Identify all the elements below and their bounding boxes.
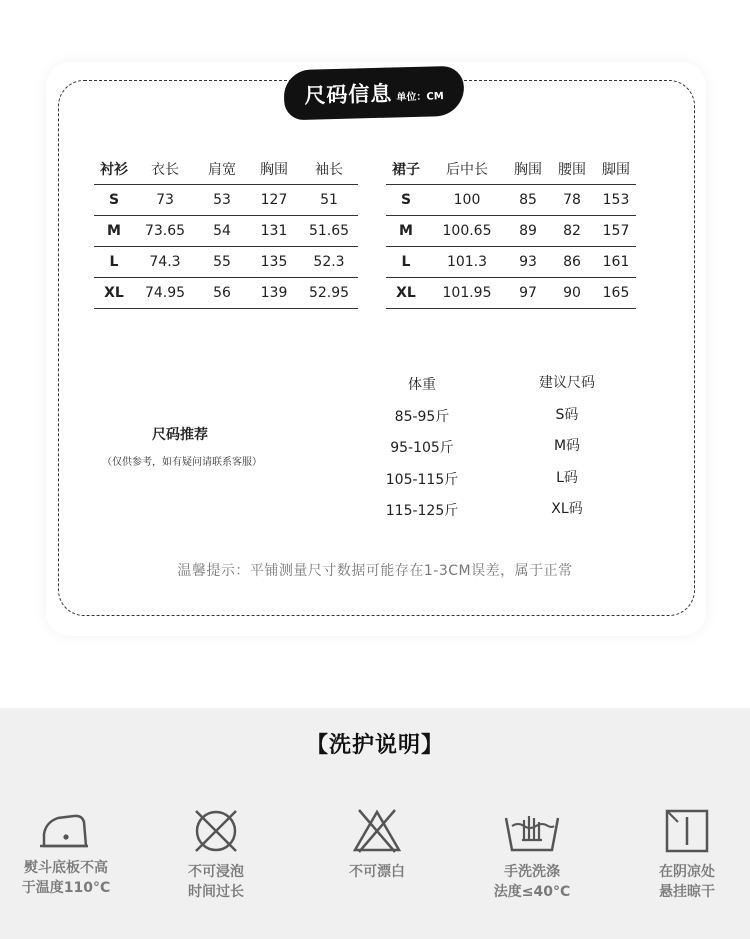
weight-header: 体重: [408, 377, 436, 393]
table-cell: 56: [196, 278, 248, 309]
suggested-size-value: S码: [555, 406, 579, 423]
care-label-line: 于温度110°C: [21, 880, 111, 896]
page-title: 尺码信息: [304, 81, 393, 108]
table-header-cell: 裙子: [386, 154, 426, 185]
table-cell: 73.65: [134, 216, 196, 247]
table-cell: L: [94, 247, 134, 278]
table-cell: 101.95: [426, 278, 508, 309]
table-cell: 53: [196, 185, 248, 216]
table-header-cell: 后中长: [426, 154, 508, 185]
table-cell: 73: [134, 185, 196, 216]
hand-wash-icon: [502, 806, 562, 856]
iron-icon: [38, 806, 94, 852]
table-cell: 55: [196, 247, 248, 278]
table-cell: L: [386, 247, 426, 278]
table-row: [386, 247, 636, 278]
table-header-row: [386, 154, 636, 185]
table-cell: M: [386, 216, 426, 247]
table-row: [94, 247, 358, 278]
care-item-hang-dry: [627, 806, 747, 902]
table-header-cell: 肩宽: [196, 154, 248, 185]
table-cell: 139: [248, 278, 300, 309]
table-cell: 157: [596, 216, 636, 247]
table-cell: 78: [548, 185, 596, 216]
table-header-cell: 腰围: [548, 154, 596, 185]
skirt-size-table: [386, 154, 636, 309]
care-label: [6, 858, 126, 898]
no-soak-icon: [188, 806, 244, 856]
weight-value: 85-95斤: [394, 408, 450, 425]
title-badge: [283, 66, 464, 121]
table-header-cell: 脚围: [596, 154, 636, 185]
care-item-no-bleach: [317, 806, 437, 882]
table-cell: 135: [248, 247, 300, 278]
shirt-size-table: [94, 154, 358, 309]
table-cell: 127: [248, 185, 300, 216]
care-label-line: 悬挂晾干: [659, 884, 715, 900]
table-cell: 74.3: [134, 247, 196, 278]
table-row: [386, 216, 636, 247]
table-cell: 165: [596, 278, 636, 309]
table-cell: 93: [508, 247, 548, 278]
table-cell: S: [386, 185, 426, 216]
table-cell: 54: [196, 216, 248, 247]
care-section: [0, 708, 750, 939]
table-cell: 100: [426, 185, 508, 216]
table-cell: 51: [300, 185, 358, 216]
care-label: [317, 862, 437, 882]
table-cell: S: [94, 185, 134, 216]
care-label-line: 不可浸泡: [188, 864, 244, 880]
no-bleach-icon: [349, 806, 405, 856]
care-label-line: 不可漂白: [349, 864, 405, 880]
table-row: [94, 278, 358, 309]
table-cell: 161: [596, 247, 636, 278]
table-cell: XL: [94, 278, 134, 309]
care-label-line: 熨斗底板不高: [24, 860, 108, 876]
table-cell: 86: [548, 247, 596, 278]
table-cell: 101.3: [426, 247, 508, 278]
care-label-line: 时间过长: [188, 884, 244, 900]
unit-label: 单位：CM: [396, 90, 444, 103]
table-row: [94, 185, 358, 216]
size-recommendation-note: （仅供参考，如有疑问请联系客服）: [102, 457, 262, 468]
table-cell: 100.65: [426, 216, 508, 247]
table-header-row: [94, 154, 358, 185]
care-label: [472, 862, 592, 902]
table-row: [94, 216, 358, 247]
weight-column: [372, 370, 472, 528]
weight-value: 115-125斤: [385, 503, 459, 519]
suggested-size-value: XL码: [551, 501, 583, 517]
care-label: [156, 862, 276, 902]
table-header-cell: 衬衫: [94, 154, 134, 185]
suggested-size-value: M码: [553, 438, 581, 454]
table-cell: 153: [596, 185, 636, 216]
table-cell: 51.65: [300, 216, 358, 247]
care-item-iron: [6, 806, 126, 898]
care-item-hand-wash: [472, 806, 592, 902]
table-cell: 74.95: [134, 278, 196, 309]
size-recommendation-title: 尺码推荐: [152, 427, 208, 443]
table-cell: 82: [548, 216, 596, 247]
table-header-cell: 胸围: [508, 154, 548, 185]
table-cell: 90: [548, 278, 596, 309]
suggested-size-value: L码: [556, 469, 578, 486]
suggested-size-header: 建议尺码: [539, 375, 595, 391]
care-label-line: 法度≤40°C: [493, 884, 571, 900]
table-cell: 85: [508, 185, 548, 216]
table-header-cell: 胸围: [248, 154, 300, 185]
table-cell: 131: [248, 216, 300, 247]
table-cell: 52.3: [300, 247, 358, 278]
care-item-no-soak: [156, 806, 276, 902]
table-header-cell: 袖长: [300, 154, 358, 185]
care-label-line: 在阴凉处: [659, 864, 715, 880]
table-cell: 52.95: [300, 278, 358, 309]
table-row: [386, 185, 636, 216]
hang-dry-icon: [662, 806, 712, 856]
table-row: [386, 278, 636, 309]
table-cell: XL: [386, 278, 426, 309]
weight-value: 105-115斤: [385, 471, 459, 488]
table-cell: 89: [508, 216, 548, 247]
weight-value: 95-105斤: [390, 440, 454, 456]
table-cell: M: [94, 216, 134, 247]
care-label-line: 手洗洗涤: [504, 864, 560, 880]
care-title: 【洗护说明】: [305, 733, 444, 758]
measurement-tip: 温馨提示：平铺测量尺寸数据可能存在1-3CM误差，属于正常: [177, 563, 573, 579]
care-label: [627, 862, 747, 902]
table-header-cell: 衣长: [134, 154, 196, 185]
suggested-size-column: [522, 368, 612, 526]
table-cell: 97: [508, 278, 548, 309]
